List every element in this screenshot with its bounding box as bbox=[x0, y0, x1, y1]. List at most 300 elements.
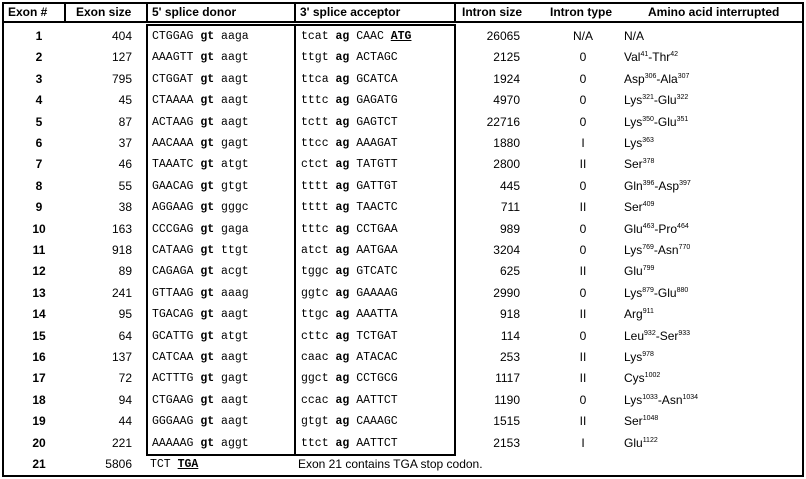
header-divider bbox=[294, 2, 296, 23]
table-row bbox=[2, 70, 804, 89]
table-row bbox=[2, 241, 804, 260]
splice-donor-seq bbox=[152, 198, 292, 217]
intron-size: 3204 bbox=[493, 243, 520, 257]
exon-number: 15 bbox=[32, 328, 46, 343]
donor-exon-seq: CTGGAG bbox=[152, 30, 194, 43]
exon-number: 12 bbox=[32, 264, 46, 279]
acceptor-exon-seq: TCTGAT bbox=[356, 329, 398, 343]
splice-donor-seq bbox=[152, 434, 292, 453]
donor-exon-seq: CATCAA bbox=[152, 351, 194, 364]
intron-size: 1880 bbox=[493, 136, 520, 150]
table-row bbox=[2, 305, 804, 324]
amino-acid-position: 1034 bbox=[682, 393, 699, 401]
amino-acid-position: 911 bbox=[642, 308, 654, 316]
exon-number: 21 bbox=[32, 457, 46, 471]
splice-donor-seq bbox=[152, 134, 292, 153]
exon-size: 127 bbox=[111, 50, 132, 65]
donor-intron-seq: aagt bbox=[221, 393, 249, 407]
intron-size: 2800 bbox=[493, 157, 520, 172]
table-row bbox=[2, 91, 804, 110]
acceptor-exon-seq: ACTAGC bbox=[356, 51, 398, 65]
exon-number: 10 bbox=[32, 221, 46, 236]
amino-acid-name: Glu bbox=[624, 264, 643, 279]
splice-acceptor-seq bbox=[301, 177, 453, 196]
exon-size: 64 bbox=[118, 328, 132, 343]
donor-exon-seq: CCCGAG bbox=[152, 222, 194, 236]
exon-size: 221 bbox=[111, 435, 132, 450]
acceptor-intron-seq: tttt bbox=[301, 201, 329, 215]
exon-size: 46 bbox=[118, 157, 132, 172]
header-amino-acid: Amino acid interrupted bbox=[648, 5, 780, 19]
exon-number: 14 bbox=[32, 307, 46, 322]
amino-acid-interrupted bbox=[624, 220, 800, 239]
splice-acceptor-seq bbox=[301, 155, 453, 174]
acceptor-ag: ag bbox=[335, 51, 350, 65]
amino-acid-name: Leu bbox=[624, 328, 645, 343]
amino-acid-name: -Asn bbox=[657, 392, 683, 407]
donor-exon-seq: AGGAAG bbox=[152, 201, 194, 215]
donor-intron-seq: aagt bbox=[221, 415, 249, 429]
amino-acid-position: 978 bbox=[642, 351, 654, 358]
splice-donor-seq bbox=[152, 91, 292, 110]
intron-size: 1117 bbox=[495, 371, 520, 386]
acceptor-exon-seq: ATACAC bbox=[356, 351, 398, 364]
acceptor-intron-seq: ttcc bbox=[301, 137, 329, 150]
donor-intron-seq: gagt bbox=[221, 137, 249, 150]
amino-acid-position: 932 bbox=[644, 329, 656, 337]
table-row bbox=[2, 220, 804, 239]
acceptor-ag: ag bbox=[335, 115, 350, 129]
amino-acid-position: 41 bbox=[640, 51, 649, 59]
acceptor-exon-seq: CAAAGC bbox=[356, 415, 398, 429]
acceptor-intron-seq: tttc bbox=[301, 94, 329, 108]
amino-acid-name: Lys bbox=[624, 285, 643, 300]
acceptor-exon-seq: AAAGAT bbox=[356, 137, 398, 150]
exon-number: 13 bbox=[32, 285, 46, 300]
amino-acid-name: Glu bbox=[624, 435, 643, 450]
donor-exon-seq: GGGAAG bbox=[152, 415, 194, 429]
splice-acceptor-seq bbox=[301, 27, 453, 46]
donor-intron-seq: aagt bbox=[221, 72, 249, 86]
exon-number: 16 bbox=[32, 350, 46, 364]
intron-size: 918 bbox=[499, 307, 520, 322]
intron-size: 625 bbox=[499, 264, 520, 279]
acceptor-intron-seq: gtgt bbox=[301, 415, 329, 429]
splice-donor-seq bbox=[150, 455, 290, 474]
splice-donor-seq bbox=[152, 369, 292, 388]
amino-acid-position: 322 bbox=[676, 94, 689, 102]
donor-intron-seq: gtgt bbox=[221, 179, 249, 193]
amino-acid-interrupted bbox=[624, 262, 800, 281]
intron-size: 4970 bbox=[493, 93, 520, 108]
intron-type: 0 bbox=[579, 392, 587, 407]
donor-exon-seq: GAACAG bbox=[152, 179, 194, 193]
header-intron-type: Intron type bbox=[550, 5, 612, 19]
amino-acid-name: -Glu bbox=[653, 93, 677, 108]
acceptor-intron-seq: ttgc bbox=[301, 308, 329, 322]
donor-gt: gt bbox=[200, 286, 215, 300]
intron-size: 711 bbox=[500, 200, 520, 215]
acceptor-ag: ag bbox=[335, 179, 350, 193]
donor-exon-seq: ACTTTG bbox=[152, 372, 194, 386]
acceptor-intron-seq: tttt bbox=[301, 179, 329, 193]
splice-acceptor-seq bbox=[301, 241, 453, 260]
acceptor-intron-seq: ttgt bbox=[301, 51, 329, 65]
exon-number: 1 bbox=[35, 29, 43, 43]
donor-gt: gt bbox=[200, 51, 215, 65]
splice-acceptor-seq bbox=[301, 220, 453, 239]
acceptor-ag: ag bbox=[335, 94, 350, 108]
amino-acid-interrupted bbox=[624, 284, 800, 303]
donor-intron-seq: atgt bbox=[221, 158, 249, 172]
donor-intron-seq: gggc bbox=[221, 201, 249, 215]
intron-type: N/A bbox=[572, 29, 593, 43]
acceptor-ag: ag bbox=[335, 265, 350, 279]
acceptor-exon-seq: AATTCT bbox=[356, 393, 398, 407]
table-row bbox=[2, 177, 804, 196]
amino-acid-name: -Glu bbox=[653, 285, 677, 300]
intron-type: II bbox=[579, 414, 587, 429]
intron-type: II bbox=[579, 157, 587, 172]
amino-acid-position: 799 bbox=[642, 265, 655, 273]
donor-exon-seq: AAAAAG bbox=[152, 436, 194, 450]
exon-size: 55 bbox=[118, 178, 132, 193]
header-divider bbox=[454, 2, 456, 23]
donor-exon-seq: AACAAA bbox=[152, 137, 194, 150]
amino-acid-interrupted bbox=[624, 348, 800, 367]
exon-size: 95 bbox=[118, 307, 132, 322]
donor-gt: gt bbox=[200, 222, 215, 236]
donor-gt: gt bbox=[200, 415, 215, 429]
acceptor-intron-seq: ggct bbox=[301, 372, 329, 386]
donor-intron-seq: aagt bbox=[221, 115, 249, 129]
amino-acid-name: Asp bbox=[624, 71, 645, 86]
exon-number: 5 bbox=[35, 114, 43, 129]
splice-acceptor-seq bbox=[301, 434, 453, 453]
amino-acid-interrupted bbox=[624, 391, 800, 410]
start-codon: ATG bbox=[390, 30, 412, 43]
exon-size: 918 bbox=[111, 243, 132, 257]
acceptor-ag: ag bbox=[335, 415, 350, 429]
intron-type: 0 bbox=[579, 243, 587, 257]
exon-21-note: Exon 21 contains TGA stop codon. bbox=[298, 457, 483, 471]
acceptor-ag: ag bbox=[335, 436, 350, 450]
table-row bbox=[2, 348, 804, 367]
splice-acceptor-seq bbox=[301, 48, 453, 67]
amino-acid-position: 879 bbox=[642, 286, 654, 294]
amino-acid-interrupted bbox=[624, 434, 800, 453]
acceptor-exon-seq: AATTCT bbox=[356, 436, 398, 450]
amino-acid-name: -Ser bbox=[655, 328, 679, 343]
donor-exon-seq: GTTAAG bbox=[152, 286, 194, 300]
amino-acid-interrupted bbox=[624, 305, 800, 324]
table-row bbox=[2, 262, 804, 281]
amino-acid-name: Lys bbox=[624, 114, 643, 129]
donor-gt: gt bbox=[200, 308, 215, 322]
amino-acid-position: 350 bbox=[642, 115, 654, 123]
acceptor-intron-seq: tggc bbox=[301, 265, 329, 279]
exon-size: 45 bbox=[118, 93, 132, 108]
splice-donor-seq bbox=[152, 220, 292, 239]
exon-size: 38 bbox=[118, 200, 132, 215]
amino-acid-name: Ser bbox=[624, 200, 643, 215]
table-row bbox=[2, 113, 804, 132]
amino-acid-interrupted bbox=[624, 412, 800, 431]
intron-type: II bbox=[579, 371, 587, 386]
amino-acid-position: 306 bbox=[644, 72, 657, 80]
header-splice-donor: 5' splice donor bbox=[152, 5, 237, 19]
acceptor-ag: ag bbox=[335, 72, 350, 86]
donor-gt: gt bbox=[200, 30, 215, 43]
amino-acid-name: Glu bbox=[624, 221, 643, 236]
splice-acceptor-seq bbox=[301, 134, 453, 153]
acceptor-ag: ag bbox=[335, 351, 350, 364]
amino-acid-position: 933 bbox=[678, 329, 691, 337]
amino-acid-interrupted bbox=[624, 198, 800, 217]
exon-number: 19 bbox=[32, 414, 46, 429]
donor-gt: gt bbox=[200, 393, 215, 407]
table-row bbox=[2, 412, 804, 431]
amino-acid-position: 1048 bbox=[642, 415, 659, 423]
amino-acid-position: 1122 bbox=[642, 436, 658, 444]
acceptor-intron-seq: caac bbox=[301, 351, 329, 364]
intron-size: 1190 bbox=[494, 392, 520, 407]
splice-donor-seq bbox=[152, 305, 292, 324]
exon-number: 11 bbox=[32, 243, 46, 257]
donor-intron-seq: aggt bbox=[221, 436, 249, 450]
acceptor-intron-seq: tctt bbox=[301, 115, 329, 129]
acceptor-exon-seq: GAAAAG bbox=[356, 286, 398, 300]
amino-acid-position: 351 bbox=[676, 115, 689, 123]
amino-acid-position: 307 bbox=[677, 72, 690, 80]
donor-exon-seq: ACTAAG bbox=[152, 115, 194, 129]
donor-exon-seq: CTAAAA bbox=[152, 94, 194, 108]
intron-size: 253 bbox=[499, 350, 520, 364]
acceptor-ag: ag bbox=[335, 137, 350, 150]
acceptor-intron-seq: ctct bbox=[301, 158, 329, 172]
splice-acceptor-seq bbox=[301, 412, 453, 431]
splice-donor-seq bbox=[152, 412, 292, 431]
exon-number: 7 bbox=[35, 157, 43, 172]
amino-acid-name: N/A bbox=[624, 29, 645, 43]
donor-intron-seq: atgt bbox=[221, 329, 249, 343]
splice-acceptor-seq bbox=[301, 305, 453, 324]
donor-intron-seq: aaga bbox=[221, 30, 249, 43]
splice-acceptor-seq bbox=[301, 113, 453, 132]
amino-acid-name: -Asp bbox=[654, 178, 680, 193]
acceptor-intron-seq: tttc bbox=[301, 222, 329, 236]
amino-acid-name: Cys bbox=[624, 371, 645, 386]
header-divider bbox=[146, 2, 148, 23]
donor-prefix: TCT bbox=[150, 458, 171, 471]
header-intron-size: Intron size bbox=[462, 5, 523, 19]
intron-size: 1924 bbox=[493, 71, 520, 86]
acceptor-exon-seq: GATTGT bbox=[356, 179, 398, 193]
amino-acid-name: Lys bbox=[624, 93, 643, 108]
table-row bbox=[2, 27, 804, 46]
splice-acceptor-seq bbox=[301, 91, 453, 110]
amino-acid-interrupted bbox=[624, 177, 800, 196]
donor-exon-seq: CTGGAT bbox=[152, 72, 194, 86]
header-splice-acceptor: 3' splice acceptor bbox=[300, 5, 401, 19]
amino-acid-position: 378 bbox=[642, 158, 655, 166]
donor-intron-seq: aaag bbox=[221, 286, 249, 300]
exon-size: 404 bbox=[111, 29, 132, 43]
donor-exon-seq: CATAAG bbox=[152, 244, 194, 257]
amino-acid-position: 769 bbox=[642, 244, 654, 251]
intron-size: 445 bbox=[499, 178, 520, 193]
exon-number: 6 bbox=[35, 136, 43, 150]
table-row bbox=[2, 155, 804, 174]
acceptor-intron-seq: ccac bbox=[301, 393, 329, 407]
acceptor-exon-seq: GTCATC bbox=[356, 265, 398, 279]
donor-intron-seq: aagt bbox=[221, 51, 249, 65]
donor-exon-seq: GCATTG bbox=[152, 329, 194, 343]
splice-donor-seq bbox=[152, 241, 292, 260]
intron-type: 0 bbox=[579, 71, 587, 86]
header-row bbox=[2, 2, 804, 23]
acceptor-ag: ag bbox=[335, 286, 350, 300]
splice-donor-seq bbox=[152, 155, 292, 174]
donor-gt: gt bbox=[200, 329, 215, 343]
acceptor-exon-seq: AATGAA bbox=[356, 244, 398, 257]
intron-type: II bbox=[579, 264, 587, 279]
acceptor-exon-seq: TATGTT bbox=[356, 158, 398, 172]
donor-intron-seq: aagt bbox=[221, 94, 249, 108]
splice-donor-seq bbox=[152, 327, 292, 346]
amino-acid-name: Ser bbox=[624, 414, 643, 429]
donor-gt: gt bbox=[200, 265, 215, 279]
table-row bbox=[2, 284, 804, 303]
acceptor-ag: ag bbox=[335, 372, 350, 386]
donor-exon-seq: TGACAG bbox=[152, 308, 194, 322]
exon-number: 9 bbox=[35, 200, 43, 215]
exon-number: 2 bbox=[35, 50, 43, 65]
splice-donor-seq bbox=[152, 113, 292, 132]
acceptor-ag: ag bbox=[335, 329, 350, 343]
donor-gt: gt bbox=[200, 115, 215, 129]
exon-number: 20 bbox=[32, 435, 46, 450]
acceptor-exon-seq: TAACTC bbox=[356, 201, 398, 215]
amino-acid-position: 396 bbox=[642, 179, 655, 187]
splice-donor-seq bbox=[152, 348, 292, 367]
acceptor-intron-seq: tcat bbox=[301, 30, 329, 43]
acceptor-exon-seq: GAGTCT bbox=[356, 115, 398, 129]
amino-acid-interrupted bbox=[624, 27, 800, 46]
acceptor-exon-seq: GCATCA bbox=[356, 72, 398, 86]
header-exon: Exon # bbox=[8, 5, 48, 19]
acceptor-intron-seq: atct bbox=[301, 244, 329, 257]
donor-gt: gt bbox=[200, 137, 215, 150]
amino-acid-position: 464 bbox=[677, 222, 689, 230]
acceptor-intron-seq: ggtc bbox=[301, 286, 329, 300]
splice-acceptor-seq bbox=[301, 262, 453, 281]
splice-donor-seq bbox=[152, 177, 292, 196]
amino-acid-position: 880 bbox=[676, 286, 689, 294]
splice-acceptor-seq bbox=[301, 70, 453, 89]
amino-acid-name: Lys bbox=[624, 243, 643, 257]
splice-acceptor-seq bbox=[301, 284, 453, 303]
amino-acid-position: 321 bbox=[642, 94, 654, 102]
exon-number: 3 bbox=[35, 71, 43, 86]
exon-number: 8 bbox=[35, 178, 43, 193]
intron-size: 2153 bbox=[493, 435, 520, 450]
amino-acid-interrupted bbox=[624, 48, 800, 67]
intron-size: 26065 bbox=[486, 29, 520, 43]
exon-size: 795 bbox=[111, 71, 132, 86]
amino-acid-name: Val bbox=[624, 50, 641, 65]
intron-size: 2125 bbox=[493, 50, 520, 65]
amino-acid-position: 1002 bbox=[644, 372, 661, 380]
splice-donor-seq bbox=[152, 27, 292, 46]
exon-number: 17 bbox=[32, 371, 46, 386]
exon-size: 137 bbox=[111, 350, 132, 364]
donor-exon-seq: TAAATC bbox=[152, 158, 194, 172]
amino-acid-name: -Glu bbox=[653, 114, 677, 129]
donor-exon-seq: AAAGTT bbox=[152, 51, 194, 65]
header-exon-size: Exon size bbox=[76, 5, 132, 19]
table-row bbox=[2, 455, 804, 474]
exon-size: 89 bbox=[118, 264, 132, 279]
intron-type: 0 bbox=[579, 114, 587, 129]
exon-size: 5806 bbox=[105, 457, 132, 471]
amino-acid-name: -Pro bbox=[654, 221, 678, 236]
acceptor-exon-seq: CCTGCG bbox=[356, 372, 398, 386]
table-row bbox=[2, 48, 804, 67]
stop-codon: TGA bbox=[177, 458, 199, 471]
intron-type: 0 bbox=[579, 221, 587, 236]
amino-acid-interrupted bbox=[624, 327, 800, 346]
amino-acid-position: 770 bbox=[678, 244, 691, 251]
exon-size: 87 bbox=[118, 114, 132, 129]
intron-type: 0 bbox=[579, 50, 587, 65]
donor-gt: gt bbox=[200, 94, 215, 108]
table-row bbox=[2, 198, 804, 217]
amino-acid-position: 463 bbox=[642, 222, 655, 230]
acceptor-ag: ag bbox=[335, 393, 350, 407]
amino-acid-position: 42 bbox=[670, 51, 679, 59]
amino-acid-name: -Ala bbox=[656, 71, 678, 86]
exon-table bbox=[2, 2, 804, 477]
donor-gt: gt bbox=[200, 179, 215, 193]
intron-type: I bbox=[581, 435, 585, 450]
amino-acid-position: 1033 bbox=[642, 393, 658, 401]
acceptor-intron-seq: cttc bbox=[301, 329, 329, 343]
splice-donor-seq bbox=[152, 70, 292, 89]
acceptor-intron-seq: ttct bbox=[301, 436, 329, 450]
intron-size: 22716 bbox=[486, 114, 520, 129]
amino-acid-interrupted bbox=[624, 134, 800, 153]
exon-size: 44 bbox=[118, 414, 132, 429]
amino-acid-interrupted bbox=[624, 91, 800, 110]
intron-type: II bbox=[579, 350, 587, 364]
acceptor-exon-seq: GAGATG bbox=[356, 94, 398, 108]
exon-number: 4 bbox=[35, 93, 43, 108]
splice-donor-seq bbox=[152, 391, 292, 410]
amino-acid-interrupted bbox=[624, 70, 800, 89]
intron-type: II bbox=[579, 200, 587, 215]
intron-type: 0 bbox=[579, 93, 587, 108]
intron-size: 2990 bbox=[493, 285, 520, 300]
acceptor-ag: ag bbox=[335, 201, 350, 215]
exon-size: 163 bbox=[111, 221, 132, 236]
amino-acid-name: Lys bbox=[624, 350, 643, 364]
amino-acid-position: 409 bbox=[642, 201, 655, 209]
amino-acid-name: Lys bbox=[624, 392, 643, 407]
amino-acid-name: Lys bbox=[624, 136, 643, 150]
donor-gt: gt bbox=[200, 351, 215, 364]
donor-gt: gt bbox=[200, 72, 215, 86]
